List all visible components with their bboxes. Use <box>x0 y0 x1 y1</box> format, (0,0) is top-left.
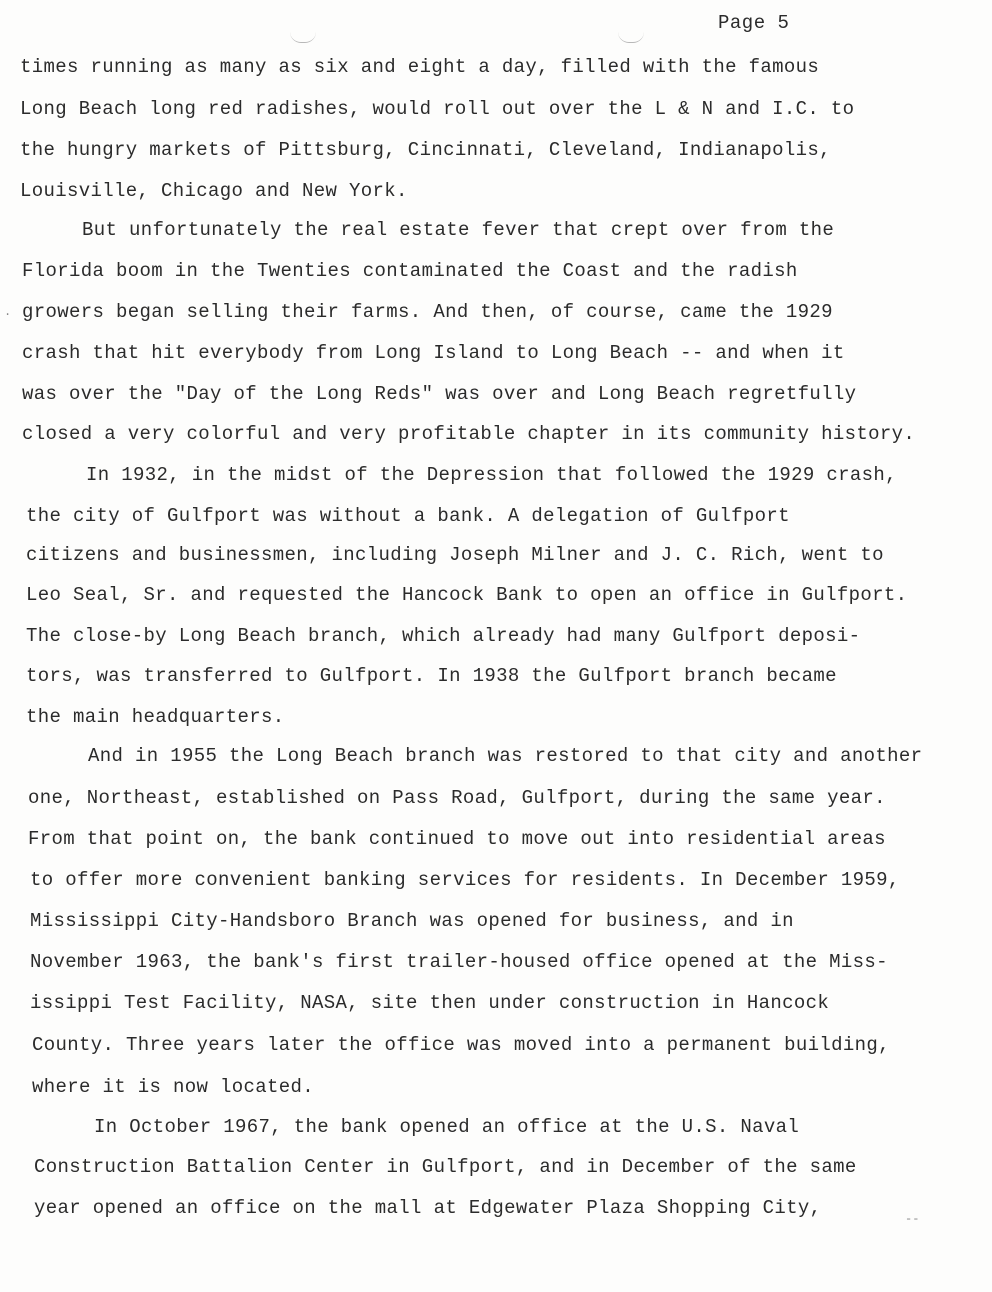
text-line: Construction Battalion Center in Gulfport, and in December of the same <box>34 1156 857 1178</box>
scan-artifact <box>290 32 316 43</box>
text-line: closed a very colorful and very profitable chapter in its community history. <box>22 423 916 445</box>
text-line: The close-by Long Beach branch, which already had many Gulfport deposi- <box>26 625 861 647</box>
text-line: Long Beach long red radishes, would roll out over the L & N and I.C. to <box>20 98 855 120</box>
text-line: the main headquarters. <box>26 706 285 728</box>
text-line: And in 1955 the Long Beach branch was restored to that city and another <box>88 745 923 767</box>
page-number: Page 5 <box>718 12 790 34</box>
scan-speck: -- <box>905 1212 920 1226</box>
text-line: Leo Seal, Sr. and requested the Hancock Bank to open an office in Gulfport. <box>26 584 908 606</box>
text-line: times running as many as six and eight a day, filled with the famous <box>20 56 820 78</box>
text-line: the city of Gulfport was without a bank. A delegation of Gulfport <box>26 505 790 527</box>
text-line: crash that hit everybody from Long Island to Long Beach -- and when it <box>22 342 845 364</box>
text-line: In October 1967, the bank opened an office at the U.S. Naval <box>94 1116 800 1138</box>
text-line: issippi Test Facility, NASA, site then under construction in Hancock <box>30 992 830 1014</box>
text-line: From that point on, the bank continued to move out into residential areas <box>28 828 886 850</box>
text-line: citizens and businessmen, including Joseph Milner and J. C. Rich, went to <box>26 544 884 566</box>
text-line: one, Northeast, established on Pass Road, Gulfport, during the same year. <box>28 787 886 809</box>
scan-speck: . <box>4 305 12 319</box>
text-line: growers began selling their farms. And then, of course, came the 1929 <box>22 301 833 323</box>
text-line: where it is now located. <box>32 1076 315 1098</box>
text-line: the hungry markets of Pittsburg, Cincinnati, Cleveland, Indianapolis, <box>20 139 831 161</box>
text-line: County. Three years later the office was moved into a permanent building, <box>32 1034 890 1056</box>
scan-artifact <box>618 32 644 43</box>
text-line: tors, was transferred to Gulfport. In 1938 the Gulfport branch became <box>26 665 837 687</box>
text-line: Florida boom in the Twenties contaminated the Coast and the radish <box>22 260 798 282</box>
text-line: But unfortunately the real estate fever that crept over from the <box>82 219 835 241</box>
text-line: Louisville, Chicago and New York. <box>20 180 408 202</box>
text-line: year opened an office on the mall at Edgewater Plaza Shopping City, <box>34 1197 822 1219</box>
text-line: Mississippi City-Handsboro Branch was opened for business, and in <box>30 910 794 932</box>
text-line: November 1963, the bank's first trailer-housed office opened at the Miss- <box>30 951 888 973</box>
text-line: In 1932, in the midst of the Depression that followed the 1929 crash, <box>86 464 897 486</box>
text-line: to offer more convenient banking services for residents. In December 1959, <box>30 869 900 891</box>
text-line: was over the "Day of the Long Reds" was over and Long Beach regretfully <box>22 383 857 405</box>
